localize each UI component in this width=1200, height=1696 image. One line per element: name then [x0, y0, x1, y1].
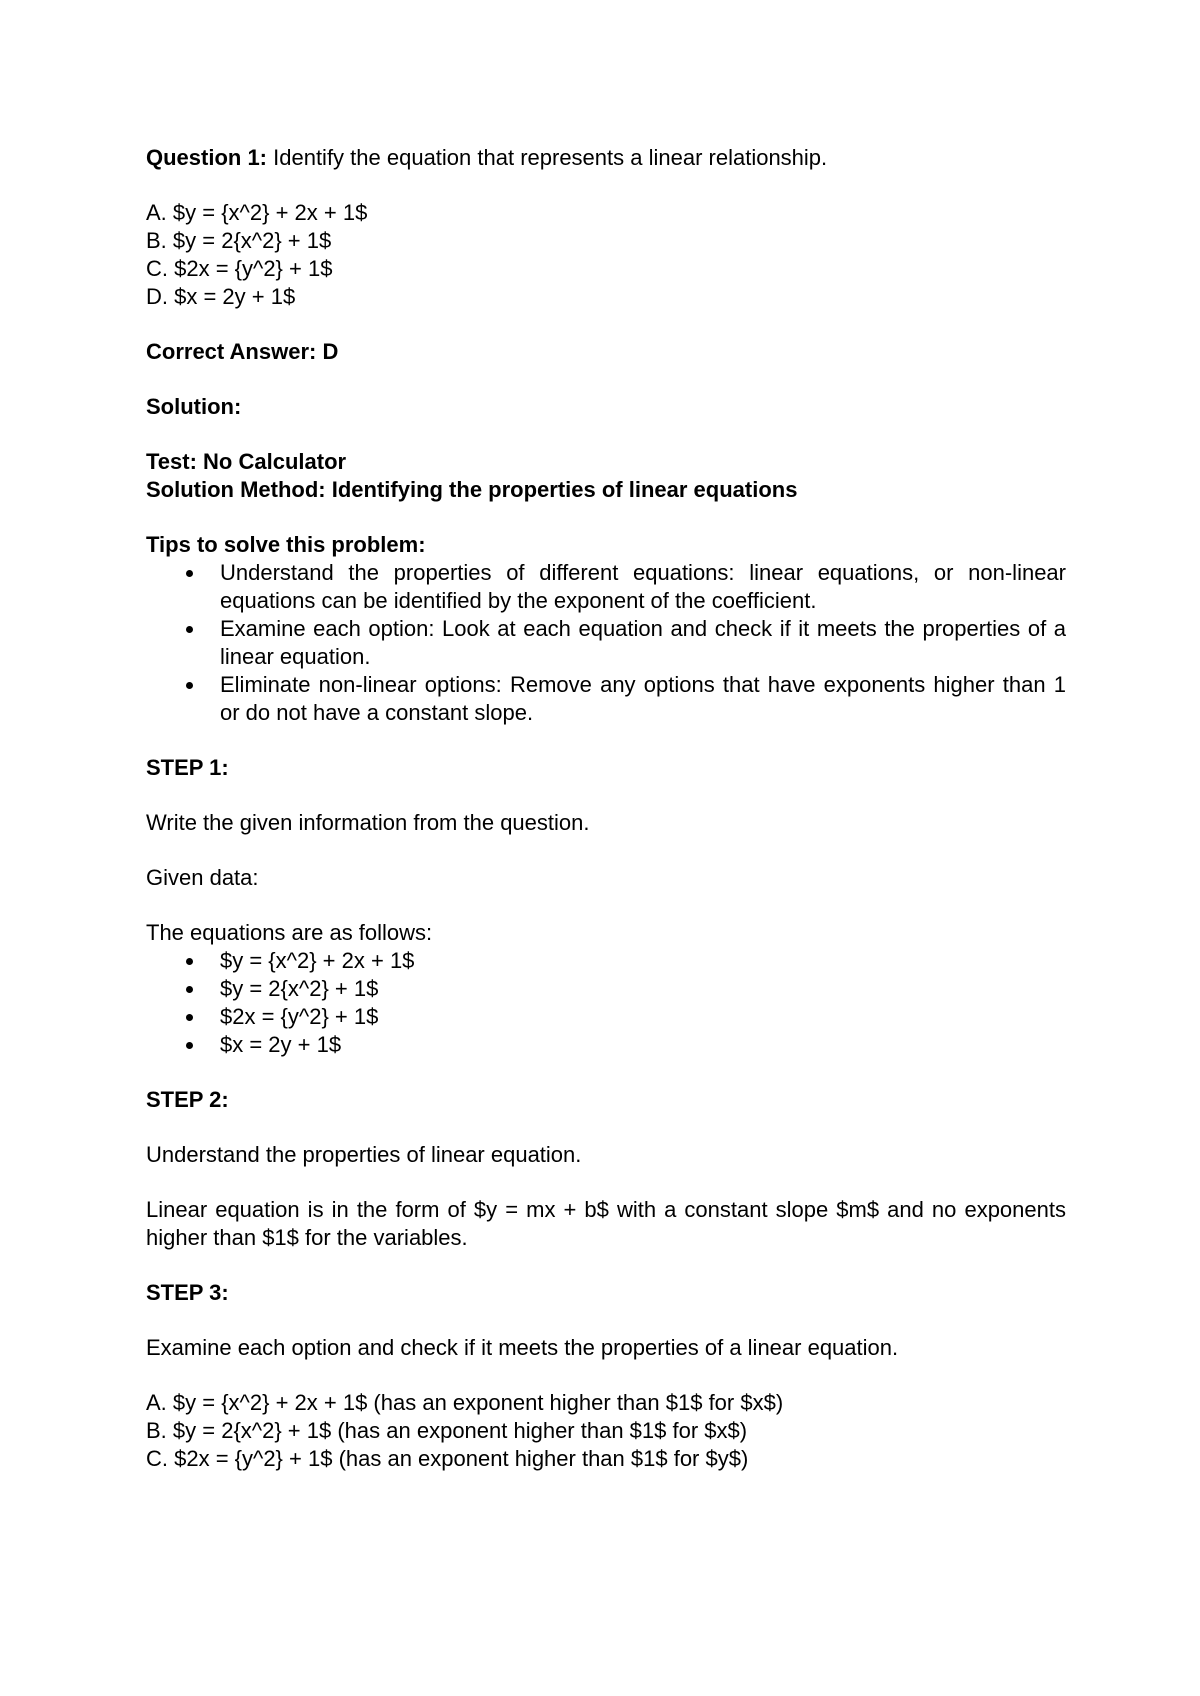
option-c: C. $2x = {y^2} + 1$: [146, 256, 333, 281]
test-type: Test: No Calculator: [146, 449, 347, 474]
option-checks: [146, 1389, 1066, 1473]
bullet-icon: [186, 1014, 193, 1021]
solution-method: Solution Method: Identifying the properties of linear equations: [146, 477, 798, 502]
tips-heading: Tips to solve this problem:: [146, 532, 426, 557]
question-line: [146, 144, 1066, 172]
bullet-icon: [186, 570, 193, 577]
check-b: B. $y = 2{x^2} + 1$ (has an exponent higher than $1$ for $x$): [146, 1418, 748, 1443]
check-a: A. $y = {x^2} + 2x + 1$ (has an exponent higher than $1$ for $x$): [146, 1390, 784, 1415]
step2-heading: STEP 2:: [146, 1087, 229, 1112]
given-data-label: Given data:: [146, 865, 259, 890]
tips-list: [146, 559, 1066, 727]
document-page: [146, 144, 1066, 1473]
bullet-icon: [186, 626, 193, 633]
solution-heading: Solution:: [146, 394, 242, 419]
bullet-icon: [186, 958, 193, 965]
bullet-icon: [186, 986, 193, 993]
option-d: D. $x = 2y + 1$: [146, 284, 296, 309]
correct-answer: Correct Answer: D: [146, 339, 339, 364]
option-a: A. $y = {x^2} + 2x + 1$: [146, 200, 368, 225]
list-item: $y = {x^2} + 2x + 1$: [146, 947, 1066, 975]
list-item: $x = 2y + 1$: [146, 1031, 1066, 1059]
step3-text: Examine each option and check if it meets the properties of a linear equation.: [146, 1335, 899, 1360]
list-item: Understand the properties of different equations: linear equations, or non-linear equations can be identified by the exponent of the coefficient.: [146, 559, 1066, 615]
check-c: C. $2x = {y^2} + 1$ (has an exponent higher than $1$ for $y$): [146, 1446, 749, 1471]
bullet-icon: [186, 682, 193, 689]
option-b: B. $y = 2{x^2} + 1$: [146, 228, 332, 253]
list-item: $2x = {y^2} + 1$: [146, 1003, 1066, 1031]
list-item: Eliminate non-linear options: Remove any options that have exponents higher than 1 or do not have a constant slope.: [146, 671, 1066, 727]
step2-detail: Linear equation is in the form of $y = mx + b$ with a constant slope $m$ and no exponents higher than $1$ for the variables.: [146, 1197, 1066, 1250]
step1-heading: STEP 1:: [146, 755, 229, 780]
equations-intro: The equations are as follows:: [146, 920, 433, 945]
list-item: Examine each option: Look at each equation and check if it meets the properties of a linear equation.: [146, 615, 1066, 671]
list-item: $y = 2{x^2} + 1$: [146, 975, 1066, 1003]
step1-text: Write the given information from the question.: [146, 810, 590, 835]
bullet-icon: [186, 1042, 193, 1049]
question-label: Question 1:: [146, 145, 268, 170]
step2-text: Understand the properties of linear equation.: [146, 1142, 582, 1167]
equations-list: [146, 947, 1066, 1059]
answer-options: [146, 199, 1066, 311]
question-text: Identify the equation that represents a linear relationship.: [267, 145, 828, 170]
step3-heading: STEP 3:: [146, 1280, 229, 1305]
